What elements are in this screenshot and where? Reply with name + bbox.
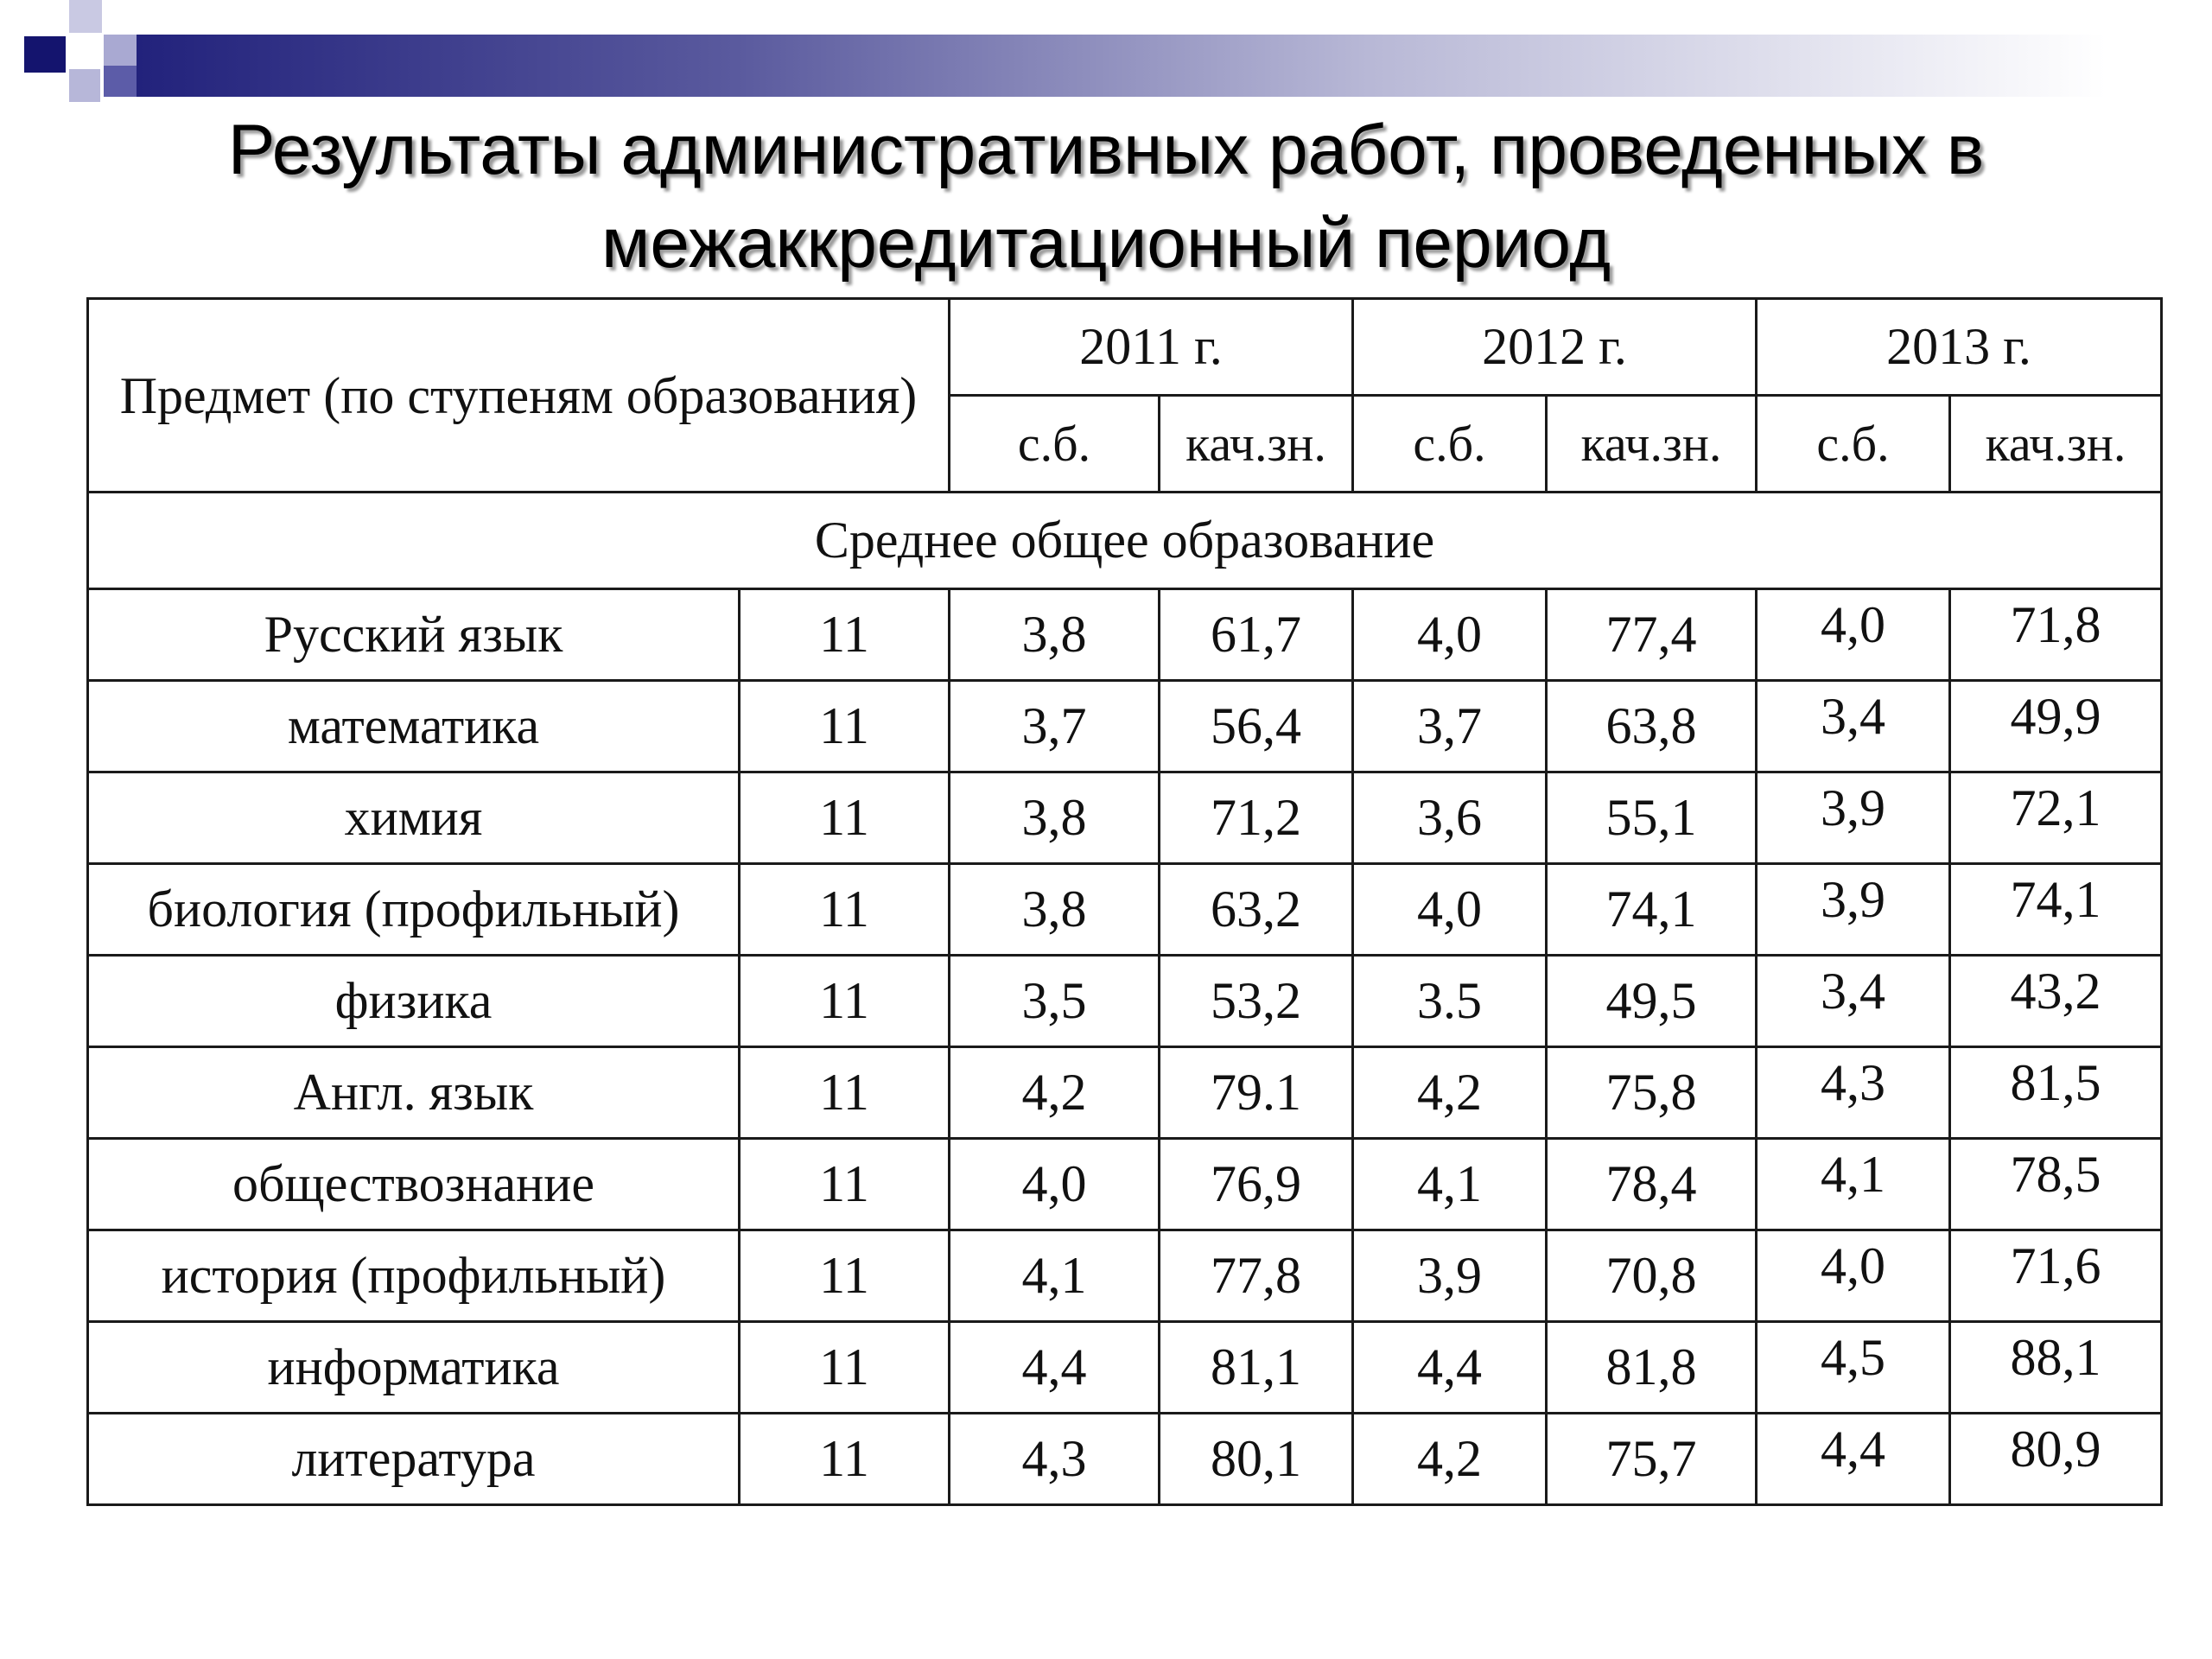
cell-grade: 11	[740, 1414, 950, 1505]
cell-sb-2012: 3,6	[1353, 772, 1547, 864]
cell-kz-2011: 76,9	[1160, 1139, 1353, 1230]
table-row	[88, 956, 2162, 1047]
header-year-2012: 2012 г.	[1353, 299, 1757, 396]
cell-sb-2011: 3,5	[950, 956, 1160, 1047]
cell-sb-2011: 4,3	[950, 1414, 1160, 1505]
cell-subject: Русский язык	[88, 589, 740, 681]
cell-subject: обществознание	[88, 1139, 740, 1230]
decor-square	[104, 66, 137, 97]
cell-kz-2011: 63,2	[1160, 864, 1353, 956]
cell-grade: 11	[740, 1047, 950, 1139]
cell-sb-2011: 4,1	[950, 1230, 1160, 1322]
decor-square	[69, 69, 100, 102]
header-year-2011: 2011 г.	[950, 299, 1353, 396]
cell-subject: математика	[88, 681, 740, 772]
cell-kz-2011: 56,4	[1160, 681, 1353, 772]
cell-subject: химия	[88, 772, 740, 864]
table-row	[88, 681, 2162, 772]
cell-sb-2012: 4,4	[1353, 1322, 1547, 1414]
table-row	[88, 589, 2162, 681]
cell-sb-2012: 4,0	[1353, 589, 1547, 681]
cell-kz-2011: 61,7	[1160, 589, 1353, 681]
cell-grade: 11	[740, 1322, 950, 1414]
header-subject: Предмет (по ступеням образования)	[88, 299, 950, 493]
cell-kz-2011: 81,1	[1160, 1322, 1353, 1414]
cell-sb-2011: 3,7	[950, 681, 1160, 772]
header-row-years	[88, 299, 2162, 396]
header-kz-2012: кач.зн.	[1547, 396, 1757, 493]
cell-sb-2013: 3,9	[1757, 864, 1950, 956]
cell-sb-2011: 3,8	[950, 589, 1160, 681]
cell-kz-2012: 70,8	[1547, 1230, 1757, 1322]
cell-subject: биология (профильный)	[88, 864, 740, 956]
cell-subject: Англ. язык	[88, 1047, 740, 1139]
cell-grade: 11	[740, 956, 950, 1047]
cell-kz-2011: 79.1	[1160, 1047, 1353, 1139]
slide-title-line-1: Результаты административных работ, проведенных в	[227, 111, 1985, 189]
cell-kz-2012: 75,8	[1547, 1047, 1757, 1139]
cell-sb-2012: 4,2	[1353, 1047, 1547, 1139]
decor-square	[104, 35, 137, 66]
cell-subject: физика	[88, 956, 740, 1047]
cell-grade: 11	[740, 772, 950, 864]
table-row	[88, 1047, 2162, 1139]
table-row	[88, 1139, 2162, 1230]
header-sb-2011: с.б.	[950, 396, 1160, 493]
header-year-2013: 2013 г.	[1757, 299, 2162, 396]
cell-sb-2013: 4,0	[1757, 1230, 1950, 1322]
table-row	[88, 1414, 2162, 1505]
cell-sb-2013: 4,3	[1757, 1047, 1950, 1139]
cell-sb-2013: 4,5	[1757, 1322, 1950, 1414]
decor-square	[24, 36, 66, 73]
cell-kz-2011: 80,1	[1160, 1414, 1353, 1505]
slide-title-line-2: межаккредитационный период	[601, 204, 1611, 283]
table-row	[88, 1322, 2162, 1414]
cell-sb-2012: 4,2	[1353, 1414, 1547, 1505]
cell-kz-2013: 78,5	[1950, 1139, 2162, 1230]
cell-subject: информатика	[88, 1322, 740, 1414]
cell-kz-2013: 81,5	[1950, 1047, 2162, 1139]
cell-kz-2013: 71,8	[1950, 589, 2162, 681]
cell-kz-2013: 72,1	[1950, 772, 2162, 864]
cell-sb-2012: 3,9	[1353, 1230, 1547, 1322]
section-title: Среднее общее образование	[88, 493, 2162, 589]
cell-kz-2013: 88,1	[1950, 1322, 2162, 1414]
cell-grade: 11	[740, 1230, 950, 1322]
decor-square	[69, 0, 102, 33]
header-sb-2013: с.б.	[1757, 396, 1950, 493]
cell-grade: 11	[740, 864, 950, 956]
cell-sb-2011: 3,8	[950, 864, 1160, 956]
cell-sb-2013: 4,0	[1757, 589, 1950, 681]
cell-grade: 11	[740, 1139, 950, 1230]
cell-kz-2012: 77,4	[1547, 589, 1757, 681]
cell-sb-2013: 3,9	[1757, 772, 1950, 864]
cell-sb-2013: 4,4	[1757, 1414, 1950, 1505]
cell-sb-2011: 4,0	[950, 1139, 1160, 1230]
cell-sb-2013: 4,1	[1757, 1139, 1950, 1230]
cell-kz-2013: 71,6	[1950, 1230, 2162, 1322]
cell-sb-2011: 4,4	[950, 1322, 1160, 1414]
cell-kz-2012: 74,1	[1547, 864, 1757, 956]
results-table	[86, 297, 2163, 1506]
table-row	[88, 864, 2162, 956]
cell-sb-2012: 3.5	[1353, 956, 1547, 1047]
header-band	[104, 35, 2212, 97]
cell-kz-2011: 53,2	[1160, 956, 1353, 1047]
table-row	[88, 1230, 2162, 1322]
cell-sb-2011: 4,2	[950, 1047, 1160, 1139]
cell-sb-2013: 3,4	[1757, 681, 1950, 772]
cell-subject: литература	[88, 1414, 740, 1505]
cell-subject: история (профильный)	[88, 1230, 740, 1322]
slide-title	[0, 104, 2212, 290]
cell-sb-2012: 4,1	[1353, 1139, 1547, 1230]
cell-sb-2011: 3,8	[950, 772, 1160, 864]
cell-grade: 11	[740, 589, 950, 681]
cell-sb-2012: 3,7	[1353, 681, 1547, 772]
cell-kz-2012: 81,8	[1547, 1322, 1757, 1414]
cell-kz-2012: 63,8	[1547, 681, 1757, 772]
cell-sb-2012: 4,0	[1353, 864, 1547, 956]
table-row	[88, 772, 2162, 864]
cell-kz-2013: 49,9	[1950, 681, 2162, 772]
cell-kz-2013: 80,9	[1950, 1414, 2162, 1505]
cell-kz-2012: 55,1	[1547, 772, 1757, 864]
header-sb-2012: с.б.	[1353, 396, 1547, 493]
cell-kz-2013: 43,2	[1950, 956, 2162, 1047]
cell-sb-2013: 3,4	[1757, 956, 1950, 1047]
header-kz-2013: кач.зн.	[1950, 396, 2162, 493]
section-row	[88, 493, 2162, 589]
cell-kz-2012: 49,5	[1547, 956, 1757, 1047]
cell-kz-2012: 78,4	[1547, 1139, 1757, 1230]
cell-kz-2011: 77,8	[1160, 1230, 1353, 1322]
cell-kz-2011: 71,2	[1160, 772, 1353, 864]
cell-kz-2013: 74,1	[1950, 864, 2162, 956]
cell-grade: 11	[740, 681, 950, 772]
header-kz-2011: кач.зн.	[1160, 396, 1353, 493]
cell-kz-2012: 75,7	[1547, 1414, 1757, 1505]
